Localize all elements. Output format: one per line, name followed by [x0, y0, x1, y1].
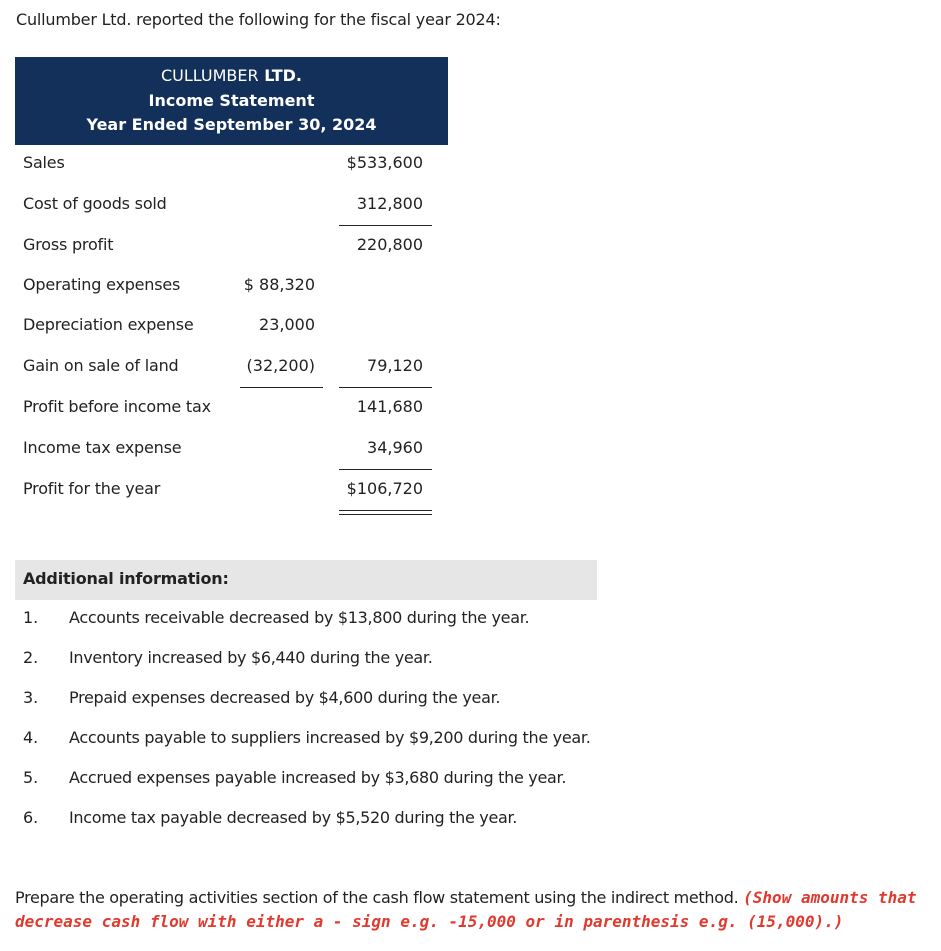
row-right-value: $533,600 [346, 153, 423, 172]
additional-info-header [15, 560, 597, 600]
row-label: Depreciation expense [23, 315, 194, 334]
row-income-tax [0, 438, 460, 462]
statement-period: Year Ended September 30, 2024 [86, 115, 377, 134]
row-label: Cost of goods sold [23, 194, 167, 213]
list-item-text: Accounts payable to suppliers increased by $9,200 during the year. [69, 728, 591, 747]
row-label: Sales [23, 153, 65, 172]
row-gain-sale-land [0, 356, 460, 380]
underline-gain-right [339, 387, 432, 388]
row-right-value: 34,960 [367, 438, 423, 457]
row-label: Gross profit [23, 235, 114, 254]
row-label: Income tax expense [23, 438, 182, 457]
list-item-text: Income tax payable decreased by $5,520 during the year. [69, 808, 518, 827]
row-sales [0, 153, 460, 177]
intro-text: Cullumber Ltd. reported the following for the fiscal year 2024: [16, 10, 501, 29]
row-mid-value: $ 88,320 [243, 275, 315, 294]
statement-title: Income Statement [148, 91, 315, 110]
row-right-value: 312,800 [356, 194, 423, 213]
row-mid-value: 23,000 [259, 315, 315, 334]
company-name-plain: CULLUMBER [160, 66, 259, 85]
list-item [0, 808, 640, 832]
list-item-number: 2. [23, 648, 39, 667]
statement-header [15, 57, 448, 145]
list-item-text: Inventory increased by $6,440 during the year. [69, 648, 433, 667]
row-profit-before-tax [0, 397, 460, 421]
row-operating-expenses [0, 275, 460, 299]
company-name [15, 66, 448, 85]
underline-income-tax [339, 469, 432, 470]
row-label: Gain on sale of land [23, 356, 179, 375]
row-right-value: 141,680 [356, 397, 423, 416]
list-item [0, 728, 640, 752]
row-cogs [0, 194, 460, 218]
row-right-value: 220,800 [356, 235, 423, 254]
list-item-text: Accrued expenses payable increased by $3,680 during the year. [69, 768, 567, 787]
row-right-value: $106,720 [346, 479, 423, 498]
row-profit-for-year [0, 479, 460, 503]
list-item [0, 648, 640, 672]
list-item [0, 688, 640, 712]
company-name-bold: LTD. [264, 66, 303, 85]
row-label: Profit for the year [23, 479, 161, 498]
double-underline-profit [339, 510, 432, 515]
list-item-number: 5. [23, 768, 39, 787]
instructions-main: Prepare the operating activities section of the cash flow statement using the indirect method. [15, 888, 739, 907]
list-item-number: 1. [23, 608, 39, 627]
list-item [0, 608, 640, 632]
instructions-note: (Show amounts that decrease cash flow with either a - sign e.g. -15,000 or in parenthesis e.g. (15,000).) [15, 888, 917, 931]
row-gross-profit [0, 235, 460, 259]
instructions [15, 886, 935, 934]
row-label: Operating expenses [23, 275, 181, 294]
row-mid-value: (32,200) [246, 356, 315, 375]
list-item-number: 4. [23, 728, 39, 747]
additional-info-title: Additional information: [23, 569, 229, 588]
list-item-number: 6. [23, 808, 39, 827]
row-depreciation [0, 315, 460, 339]
underline-gain-mid [240, 387, 323, 388]
list-item-text: Accounts receivable decreased by $13,800 during the year. [69, 608, 530, 627]
underline-cogs [339, 225, 432, 226]
list-item-text: Prepaid expenses decreased by $4,600 during the year. [69, 688, 501, 707]
row-right-value: 79,120 [367, 356, 423, 375]
row-label: Profit before income tax [23, 397, 211, 416]
list-item [0, 768, 640, 792]
list-item-number: 3. [23, 688, 39, 707]
